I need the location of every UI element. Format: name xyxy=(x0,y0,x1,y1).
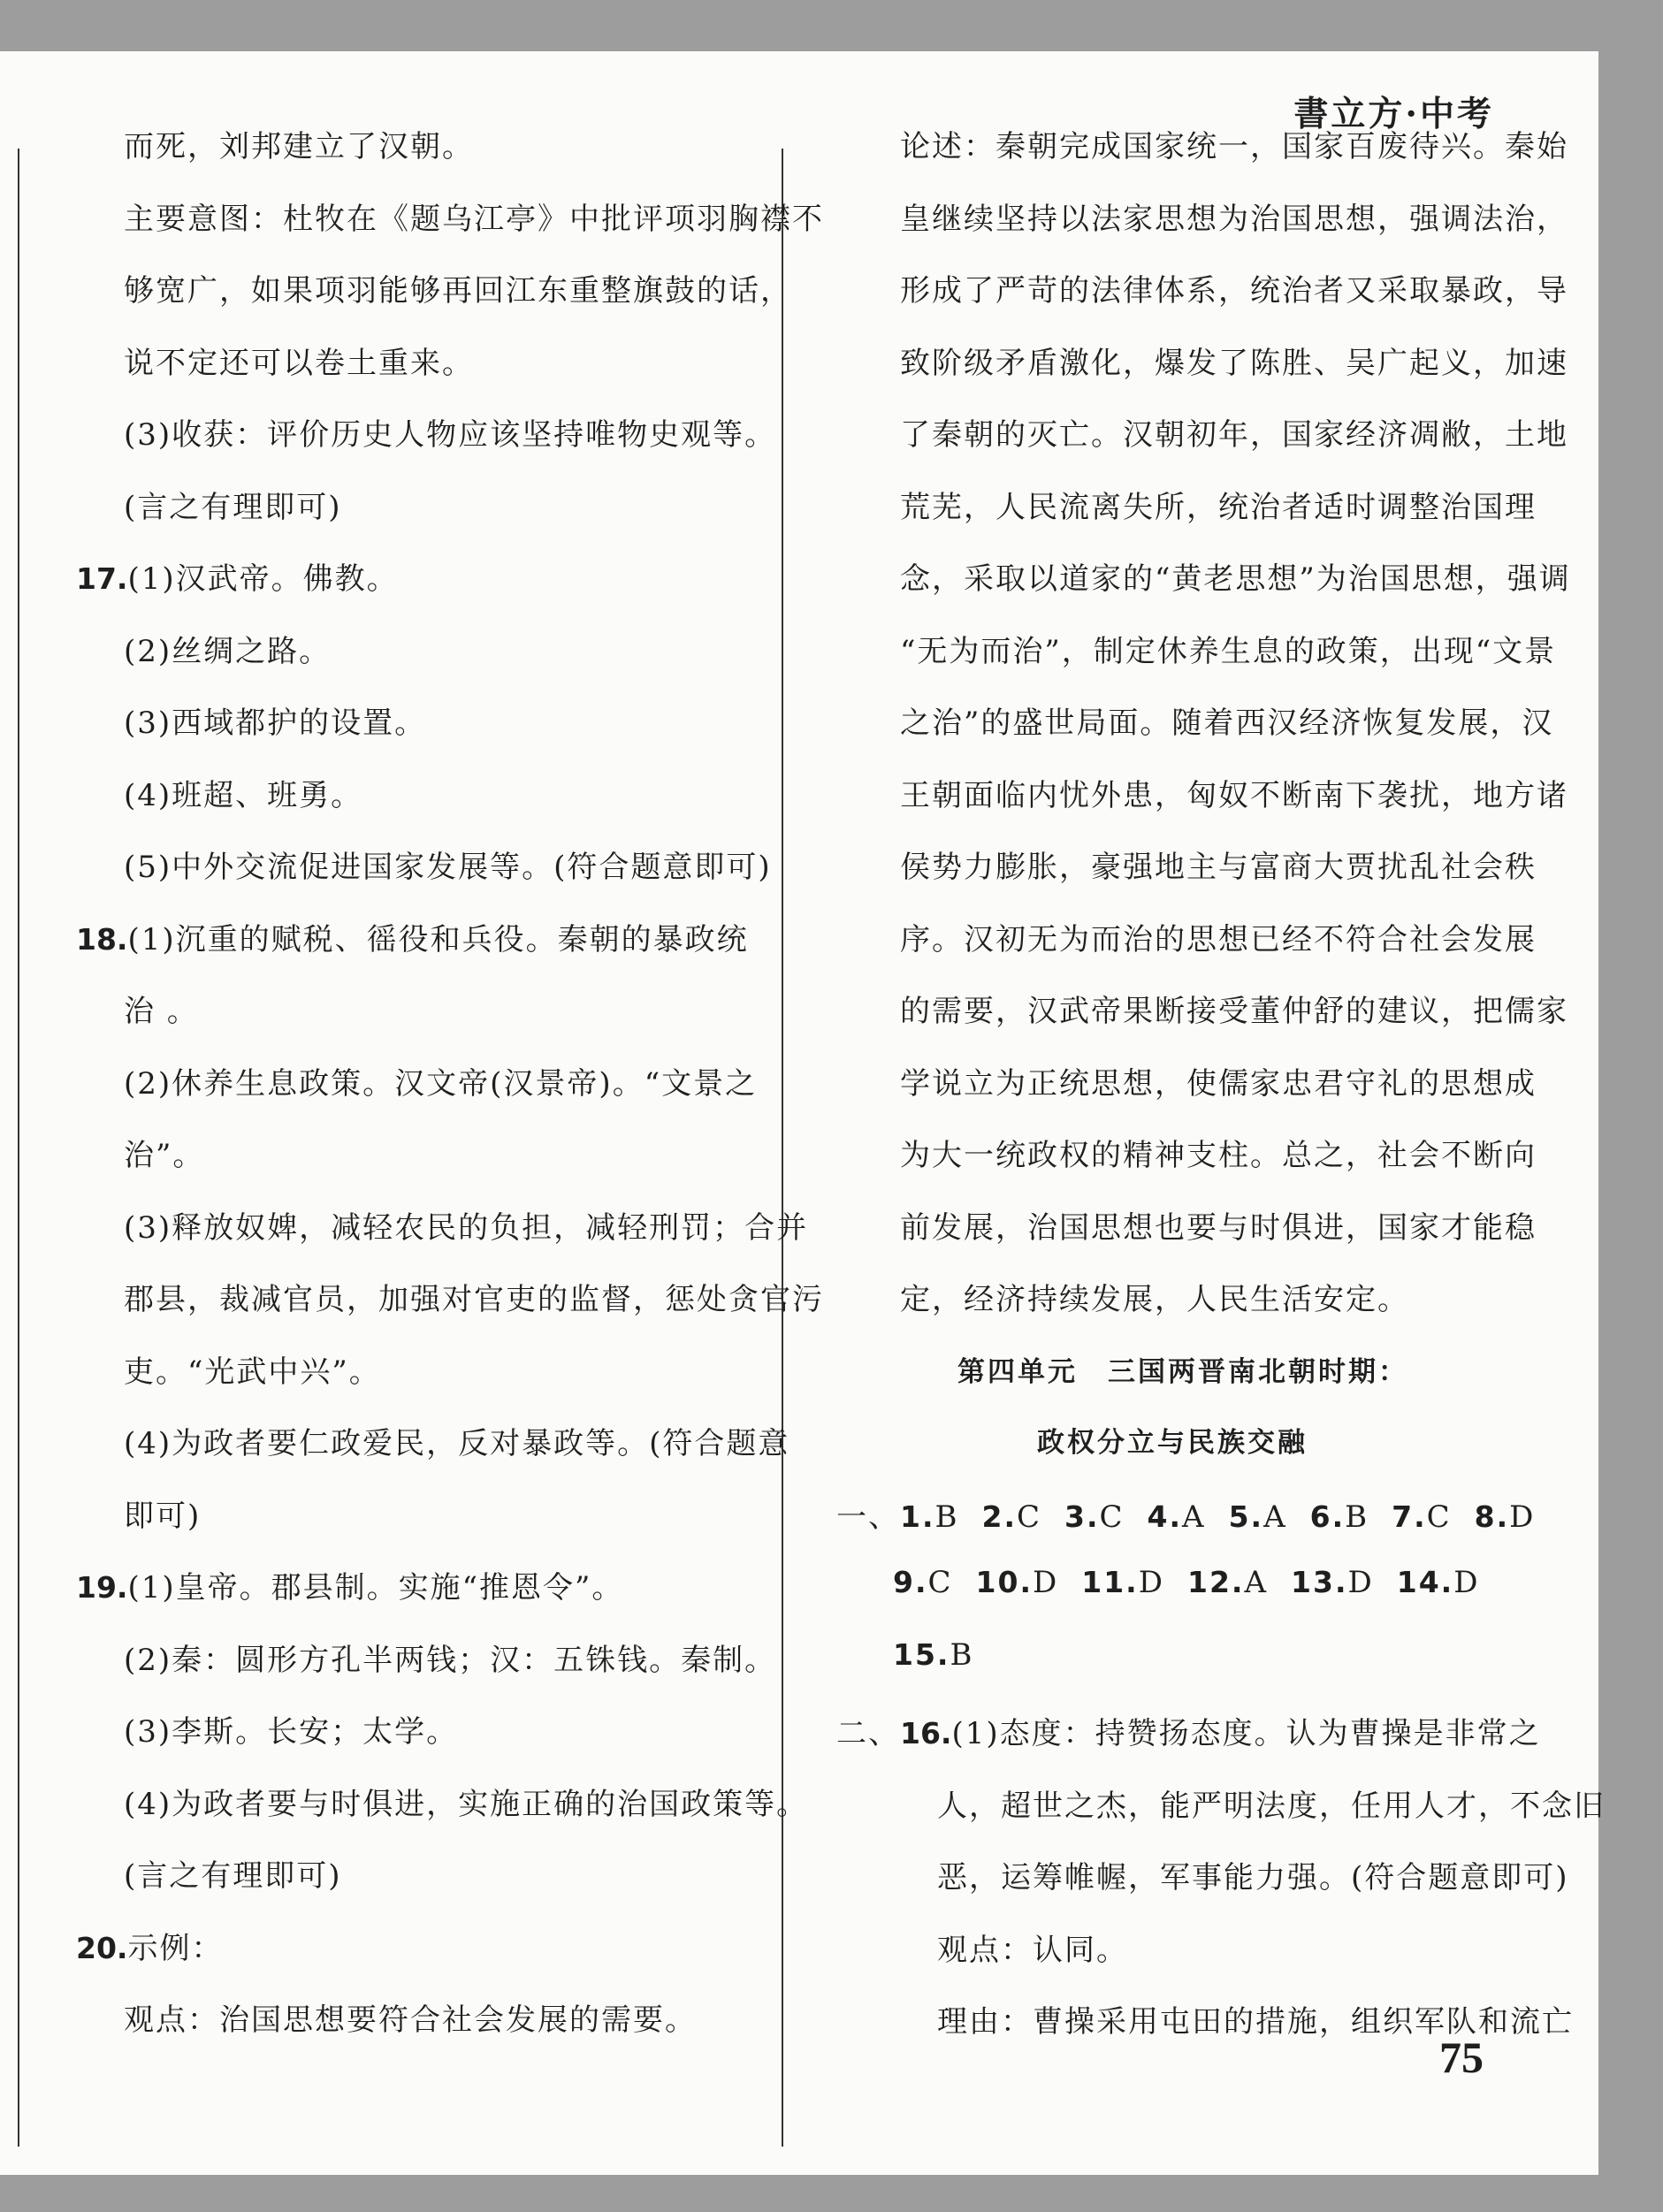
page-number: 75 xyxy=(1439,2033,1484,2082)
question-number: 20. xyxy=(76,1931,128,1965)
text-line: 恶，运筹帷幄，军事能力强。(符合题意即可) xyxy=(937,1860,1569,1895)
mc-answers-row-3 xyxy=(893,1637,996,1673)
text-line: 侯势力膨胀，豪强地主与富商大贾扰乱社会秩 xyxy=(900,850,1537,885)
text-line: 观点：治国思想要符合社会发展的需要。 xyxy=(124,2002,697,2038)
mc-answer: 10.D xyxy=(975,1565,1059,1600)
mc-answer: 8.D xyxy=(1474,1499,1536,1535)
mc-answer: 3.C xyxy=(1064,1499,1125,1535)
text-line: 即可) xyxy=(124,1499,202,1534)
mc-answers-row-1 xyxy=(836,1492,1535,1536)
text-line: 的需要，汉武帝果断接受董仲舒的建议，把儒家 xyxy=(900,994,1568,1029)
text-line: 治 。 xyxy=(124,994,199,1029)
text-line: 学说立为正统思想，使儒家忠君守礼的思想成 xyxy=(900,1066,1537,1102)
text-line: 之治”的盛世局面。随着西汉经济恢复发展，汉 xyxy=(900,706,1554,741)
header-brand: 書立方·中考 xyxy=(1293,94,1494,134)
mc-answer: 6.B xyxy=(1309,1499,1369,1535)
text-line: 序。汉初无为而治的思想已经不符合社会发展 xyxy=(900,922,1537,957)
text-line: 论述：秦朝完成国家统一，国家百废待兴。秦始 xyxy=(900,129,1568,164)
mc-answer: 11.D xyxy=(1081,1565,1164,1600)
text-line: 吏。“光武中兴”。 xyxy=(124,1354,381,1390)
text-line: 说不定还可以卷土重来。 xyxy=(124,346,474,381)
text-line: 人，超世之杰，能严明法度，任用人才，不念旧 xyxy=(937,1789,1606,1824)
text-line: 王朝面临内忧外患，匈奴不断南下袭扰，地方诸 xyxy=(900,778,1568,813)
text-line: 致阶级矛盾激化，爆发了陈胜、吴广起义，加速 xyxy=(900,346,1568,381)
question-18: 18.(1)沉重的赋税、徭役和兵役。秦朝的暴政统 xyxy=(76,922,749,957)
mc-answer: 7.C xyxy=(1392,1499,1452,1535)
question-17: 17.(1)汉武帝。佛教。 xyxy=(76,561,399,597)
text-line: (3)释放奴婢，减轻农民的负担，减轻刑罚；合并 xyxy=(124,1210,809,1246)
text-line: 郡县，裁减官员，加强对官吏的监督，惩处贪官污 xyxy=(124,1282,824,1317)
text-line: (言之有理即可) xyxy=(124,490,342,525)
page xyxy=(0,51,1606,2175)
question-19: 19.(1)皇帝。郡县制。实施“推恩令”。 xyxy=(76,1570,624,1606)
text-line: 皇继续坚持以法家思想为治国思想，强调法治， xyxy=(900,202,1568,237)
text-line: (3)西域都护的设置。 xyxy=(124,706,427,741)
mc-answer: 4.A xyxy=(1147,1499,1206,1535)
mc-answer: 5.A xyxy=(1228,1499,1287,1535)
text-line: 而死，刘邦建立了汉朝。 xyxy=(124,129,474,164)
text-line: (5)中外交流促进国家发展等。(符合题意即可) xyxy=(124,850,772,885)
text-line: (2)丝绸之路。 xyxy=(124,634,332,669)
text-line: 为大一统政权的精神支柱。总之，社会不断向 xyxy=(900,1138,1537,1173)
mc-answers-row-2 xyxy=(893,1565,1502,1600)
mc-answer: 15.B xyxy=(893,1637,974,1673)
mc-answer: 14.D xyxy=(1396,1565,1480,1600)
text-line: (4)为政者要仁政爱民，反对暴政等。(符合题意 xyxy=(124,1426,790,1461)
mc-answer: 9.C xyxy=(893,1565,953,1600)
mc-answer: 13.D xyxy=(1291,1565,1374,1600)
text-line: 主要意图：杜牧在《题乌江亭》中批评项羽胸襟不 xyxy=(124,202,824,237)
section-label: 一、 xyxy=(836,1499,900,1535)
question-number: 18. xyxy=(76,922,128,957)
text-line: “无为而治”，制定休养生息的政策，出现“文景 xyxy=(900,634,1557,669)
section-label: 二、 xyxy=(836,1716,900,1751)
text-line: 念，采取以道家的“黄老思想”为治国思想，强调 xyxy=(900,561,1571,597)
text-line: 治”。 xyxy=(124,1138,205,1173)
question-number: 17. xyxy=(76,561,128,596)
text-line: 观点：认同。 xyxy=(937,1933,1128,1968)
question-number: 19. xyxy=(76,1570,128,1605)
text-line: 理由：曹操采用屯田的措施，组织军队和流亡 xyxy=(937,2004,1574,2040)
question-16: 二、16.(1)态度：持赞扬态度。认为曹操是非常之 xyxy=(836,1716,1541,1751)
text-line: 了秦朝的灭亡。汉朝初年，国家经济凋敝，土地 xyxy=(900,417,1568,453)
text-line: 够宽广，如果项羽能够再回江东重整旗鼓的话， xyxy=(124,273,792,309)
mc-answer: 1.B xyxy=(900,1499,959,1535)
mc-answer: 12.A xyxy=(1186,1565,1269,1600)
question-number: 16. xyxy=(900,1716,952,1751)
text-line: (3)收获：评价历史人物应该坚持唯物史观等。 xyxy=(124,417,777,453)
unit-title: 第四单元 三国两晋南北朝时期： xyxy=(957,1356,1408,1388)
text-line: (2)休养生息政策。汉文帝(汉景帝)。“文景之 xyxy=(124,1066,758,1102)
text-line: (4)为政者要与时俱进，实施正确的治国政策等。 xyxy=(124,1787,809,1822)
text-line: 定，经济持续发展，人民生活安定。 xyxy=(900,1282,1409,1317)
text-line: (2)秦：圆形方孔半两钱；汉：五铢钱。秦制。 xyxy=(124,1643,777,1678)
mc-answer: 2.C xyxy=(981,1499,1042,1535)
text-line: (3)李斯。长安；太学。 xyxy=(124,1714,459,1750)
text-line: 前发展，治国思想也要与时俱进，国家才能稳 xyxy=(900,1210,1537,1246)
column-divider xyxy=(782,149,783,2147)
text-line: (言之有理即可) xyxy=(124,1858,342,1894)
text-line: 荒芜，人民流离失所，统治者适时调整治国理 xyxy=(900,490,1537,525)
unit-subtitle: 政权分立与民族交融 xyxy=(1037,1427,1308,1459)
text-line: (4)班超、班勇。 xyxy=(124,778,363,813)
question-20: 20.示例： xyxy=(76,1931,224,1966)
text-line: 形成了严苛的法律体系，统治者又采取暴政，导 xyxy=(900,273,1568,309)
left-margin-rule xyxy=(18,149,19,2147)
